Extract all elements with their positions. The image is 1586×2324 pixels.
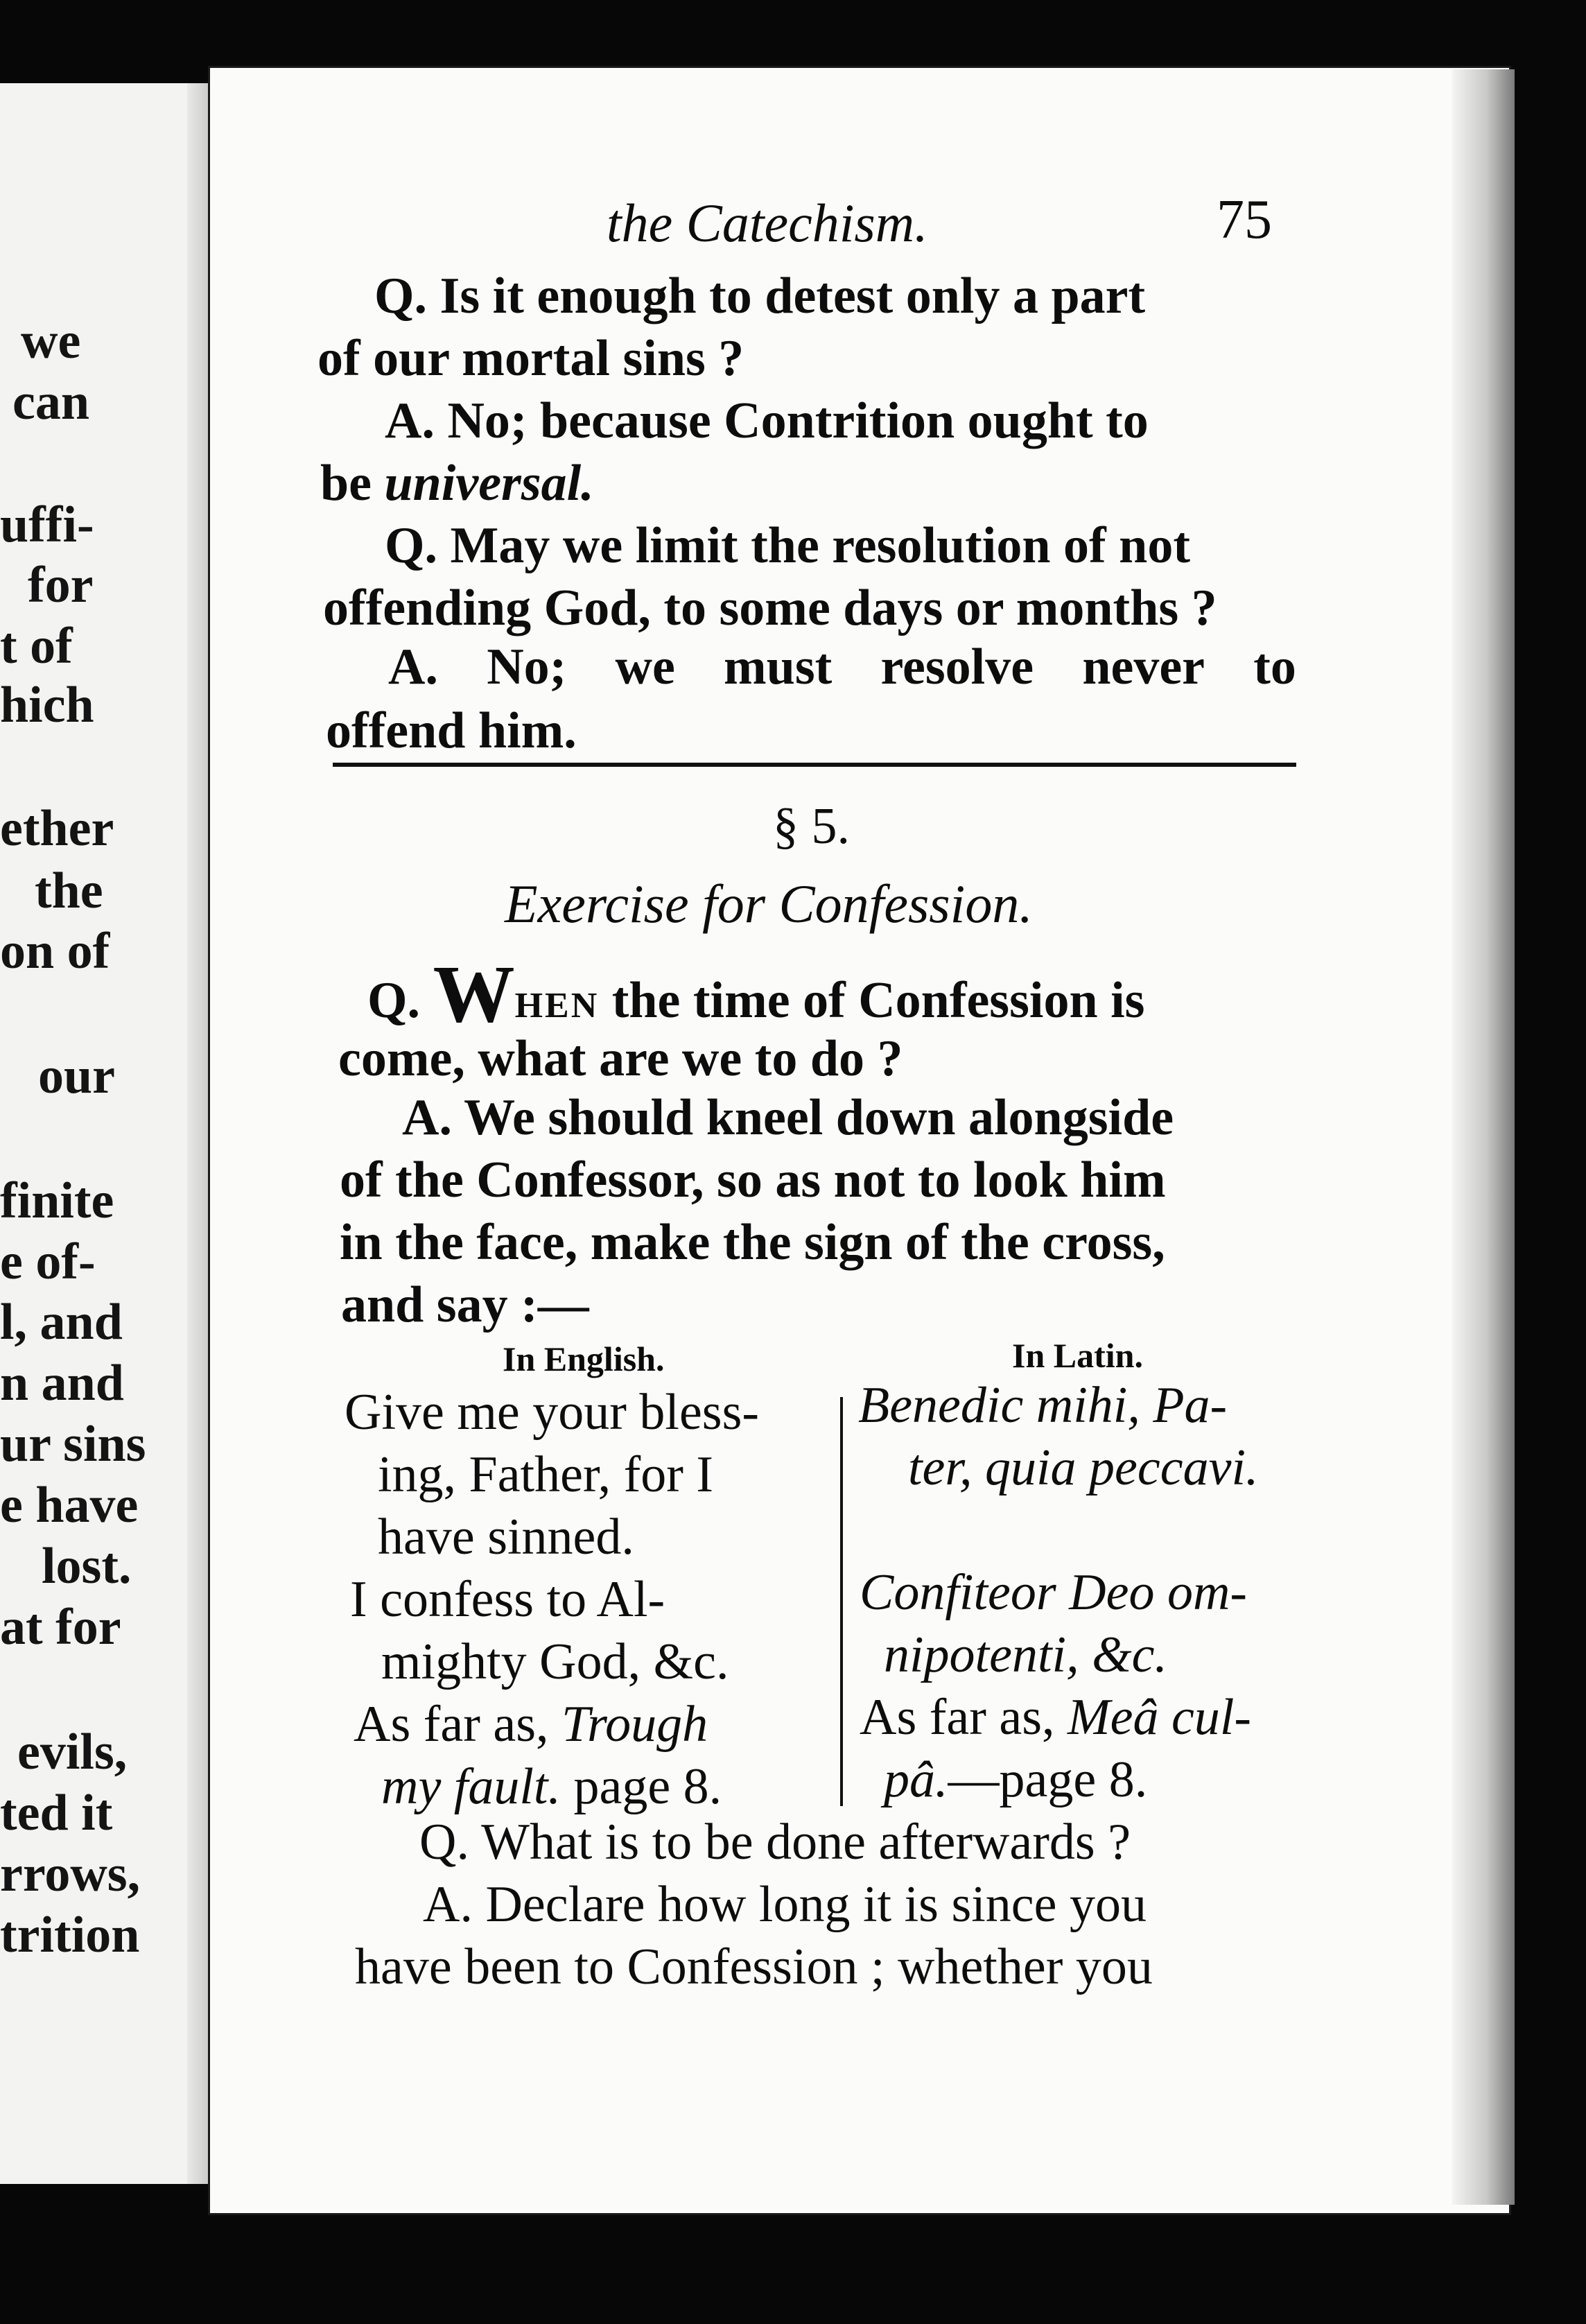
latin-emphasis: Meâ cul- (1068, 1689, 1252, 1746)
section-rule (333, 763, 1296, 767)
answer-line: A. Declare how long it is since you (423, 1876, 1147, 1933)
question-line (367, 948, 1145, 1039)
left-fragment: trition (0, 1907, 140, 1963)
left-fragment: evils, (17, 1724, 128, 1780)
page-number: 75 (1217, 189, 1272, 250)
word: A. (388, 639, 438, 695)
section-title: Exercise for Confession. (505, 874, 1033, 934)
left-fragment: for (28, 557, 94, 614)
latin-line: Benedic mihi, Pa- (858, 1377, 1228, 1434)
left-fragment: finite (0, 1172, 114, 1229)
question-text: the time of Confession is (611, 972, 1145, 1029)
answer-line: have been to Confession ; whether you (355, 1939, 1153, 1995)
left-fragment: ether (0, 800, 114, 857)
latin-line: ter, quia peccavi. (908, 1439, 1259, 1496)
left-fragment: ted it (0, 1785, 113, 1841)
latin-line: nipotenti, &c. (884, 1627, 1167, 1683)
left-fragment: t of (0, 618, 73, 675)
column-divider (840, 1397, 843, 1806)
latin-line (860, 1689, 1252, 1746)
left-fragment: on of (0, 923, 110, 980)
english-emphasis: my fault. (381, 1758, 561, 1815)
answer-line: of the Confessor, so as not to look him (340, 1152, 1166, 1208)
question-line: Q. What is to be done afterwards ? (419, 1814, 1131, 1871)
left-fragment: hich (0, 677, 94, 734)
left-fragment: rrows, (0, 1846, 141, 1902)
english-line: ing, Father, for I (378, 1446, 714, 1503)
drop-cap: W (433, 948, 515, 1039)
english-line: Give me your bless- (345, 1384, 760, 1441)
left-fragment: e of- (0, 1233, 96, 1290)
left-fragment: e have (0, 1477, 139, 1534)
page-edge-shadow (1452, 69, 1515, 2205)
left-fragment: uffi- (0, 496, 94, 553)
small-caps: HEN (514, 986, 600, 1025)
left-fragment: n and (0, 1355, 124, 1412)
latin-emphasis: pâ. (884, 1751, 948, 1808)
running-title: the Catechism. (607, 193, 928, 253)
left-fragment: l, and (0, 1294, 123, 1351)
word: we (615, 639, 675, 695)
question-line: Q. May we limit the resolution of not (385, 517, 1190, 574)
left-fragment: at for (0, 1599, 121, 1656)
question-line: of our mortal sins ? (317, 330, 744, 387)
english-column-heading: In English. (503, 1339, 665, 1378)
left-fragment: can (12, 374, 89, 431)
section-number: § 5. (773, 798, 850, 855)
left-fragment: the (35, 862, 103, 919)
english-text: As far as, (354, 1696, 549, 1753)
question-line: come, what are we to do ? (338, 1030, 903, 1087)
english-line (381, 1758, 722, 1815)
question-label: Q. (367, 972, 421, 1029)
word: resolve (880, 639, 1034, 695)
answer-line: A. No; because Contrition ought to (385, 392, 1149, 449)
answer-text: be (320, 455, 372, 512)
answer-emphasis: universal. (384, 455, 594, 512)
answer-line: in the face, make the sign of the cross, (340, 1214, 1165, 1271)
latin-line: Confiteor Deo om- (860, 1564, 1248, 1621)
english-line: I confess to Al- (350, 1571, 665, 1628)
left-fragment: lost. (42, 1538, 132, 1595)
english-emphasis: Trough (561, 1696, 708, 1753)
english-line: mighty God, &c. (381, 1633, 729, 1690)
question-line: offending God, to some days or months ? (323, 580, 1217, 636)
answer-line (320, 455, 594, 512)
left-fragment: our (38, 1048, 115, 1104)
answer-line-justified (388, 641, 1296, 693)
english-line: have sinned. (378, 1509, 634, 1566)
word: to (1253, 639, 1296, 695)
question-line: Q. Is it enough to detest only a part (374, 268, 1146, 324)
answer-line: offend him. (326, 702, 577, 759)
answer-line: A. We should kneel down alongside (402, 1089, 1174, 1146)
latin-column-heading: In Latin. (1012, 1336, 1143, 1375)
english-line (354, 1696, 708, 1753)
word: No; (487, 639, 567, 695)
latin-text: —page 8. (948, 1751, 1148, 1808)
english-text: page 8. (573, 1758, 722, 1815)
answer-line: and say :— (341, 1276, 589, 1333)
word: must (724, 639, 833, 695)
latin-line (884, 1751, 1148, 1808)
left-fragment: we (21, 313, 81, 370)
left-fragment: ur sins (0, 1416, 146, 1473)
word: never (1082, 639, 1205, 695)
latin-text: As far as, (860, 1689, 1055, 1746)
